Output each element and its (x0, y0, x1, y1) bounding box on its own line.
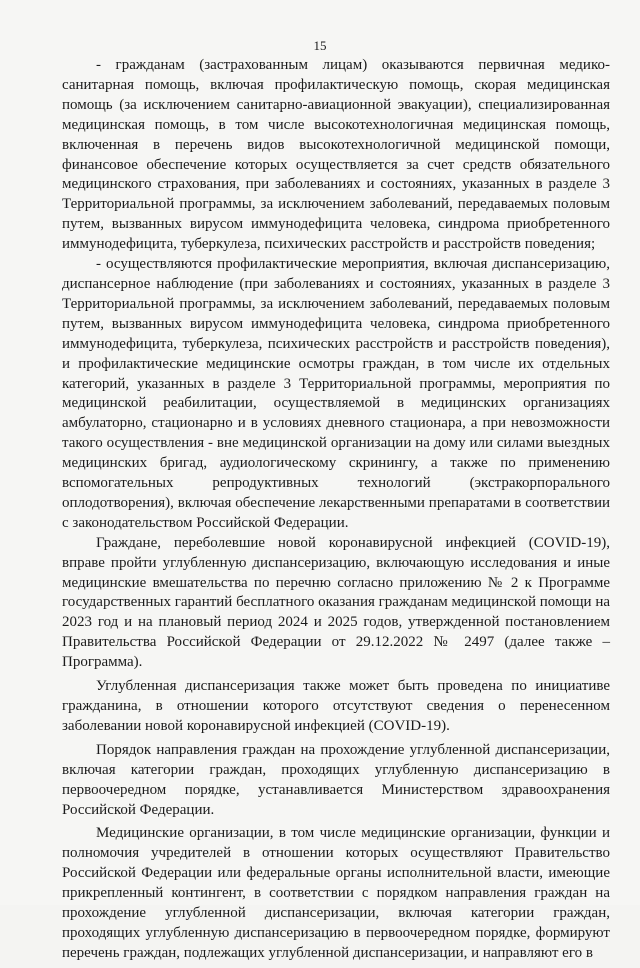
paragraph-3: Граждане, переболевшие новой коронавирусной инфекцией (COVID-19), вправе пройти углубленную диспансеризацию, включающую исследования и иные медицинские вмешательства по перечню согласно приложению № 2 к Программе государственных гарантий бесплатного оказания гражданам медицинской помощи на 2023 год и на плановый период 2024 и 2025 годов, утвержденной постановлением Правительства Российской Федерации от 29.12.2022 № 2497 (далее также – Программа). (62, 534, 610, 671)
paragraph-6: Медицинские организации, в том числе медицинские организации, функции и полномочия учредителей в отношении которых осуществляют Правительство Российской Федерации или федеральные органы исполнительной власти, имеющие прикрепленный контингент, в соответствии с порядком направления граждан на прохождение углубленной диспансеризации, включая категории граждан, проходящих углубленную диспансеризацию в первоочередном порядке, формируют перечень граждан, подлежащих углубленной диспансеризации, и направляют его в (62, 825, 610, 961)
paragraph-5: Порядок направления граждан на прохождение углубленной диспансеризации, включая категории граждан, проходящих углубленную диспансеризацию в первоочередном порядке, устанавливается Министерством здравоохранения Российской Федерации. (62, 741, 610, 818)
paragraph-1: - гражданам (застрахованным лицам) оказываются первичная медико-санитарная помощь, включая профилактическую помощь, скорая медицинская помощь (за исключением санитарно-авиационной эвакуации), специализированная медицинская помощь, в том числе высокотехнологичная медицинская помощь, включенная в перечень видов высокотехнологичной медицинской помощи, финансовое обеспечение которых осуществляется за счет средств обязательного медицинского страхования, при заболеваниях и состояниях, указанных в разделе 3 Территориальной программы, за исключением заболеваний, передаваемых половым путем, вызванных вирусом иммунодефицита человека, синдрома приобретенного иммунодефицита, туберкулеза, психических расстройств и расстройств поведения; (62, 57, 610, 253)
document-body (62, 56, 610, 968)
paragraph-4: Углубленная диспансеризация также может быть проведена по инициативе гражданина, в отношении которого отсутствуют сведения о перенесенном заболевании новой коронавирусной инфекцией (COVID-19). (62, 678, 610, 734)
page-number: 15 (313, 38, 327, 53)
paragraph-2: - осуществляются профилактические мероприятия, включая диспансеризацию, диспансерное наблюдение (при заболеваниях и состояниях, указанных в разделе 3 Территориальной программы, за исключением заболеваний, передаваемых половым путем, вызванных вирусом иммунодефицита человека, синдрома приобретенного иммунодефицита, туберкулеза, психических расстройств и расстройств поведения), и профилактические медицинские осмотры граждан, в том числе их отдельных категорий, указанных в разделе 3 Территориальной программы, мероприятия по медицинской реабилитации, осуществляемой в медицинских организациях амбулаторно, стационарно и в условиях дневного стационара, а при невозможности такого осуществления - вне медицинской организации на дому или силами выездных медицинских бригад, аудиологическому скринингу, а также по применению вспомогательных репродуктивных технологий (экстракорпорального оплодотворения), включая обеспечение лекарственными препаратами в соответствии с законодательством Российской Федерации. (62, 256, 610, 531)
